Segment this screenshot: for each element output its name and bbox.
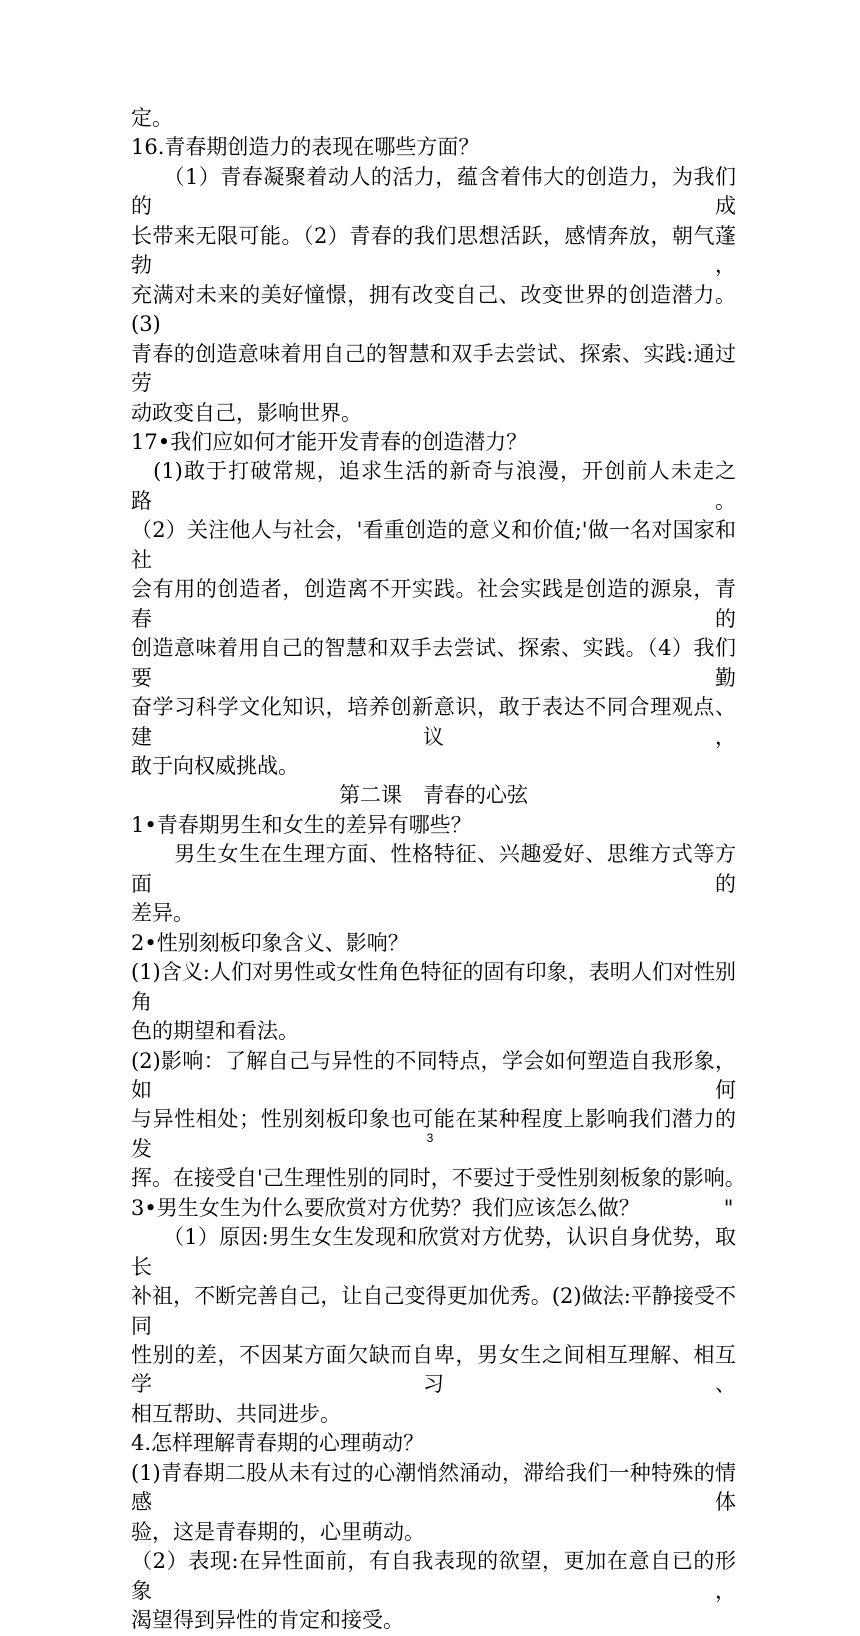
paragraph-text: 动政变自己，影响世界。 xyxy=(131,400,362,425)
paragraph-text: （2）关注他人与社会，'看重创造的意义和价值;'做一名对国家和社 xyxy=(131,518,736,572)
paragraph-text: 验，这是青春期的，心里萌动。 xyxy=(131,1519,425,1544)
lesson-title: 第二课 青春的心弦 xyxy=(339,783,528,808)
question-heading: 3•男生女生为什么要欣赏对方优势？我们应该怎么做？ " xyxy=(131,1195,734,1220)
paragraph-text: 补祖，不断完善自己，让自己变得更加优秀。(2)做法:平静接受不同 xyxy=(131,1284,736,1338)
page-number: 3 xyxy=(426,1131,434,1145)
question-heading: 2•性别刻板印象含义、影响？ xyxy=(131,930,409,955)
paragraph-text: 长带来无限可能。（2）青春的我们思想活跃，感情奔放，朝气蓬勃， xyxy=(131,223,736,278)
paragraph-text: 相互帮助、共同进步。 xyxy=(131,1401,341,1426)
paragraph-text: 充满对未来的美好憧憬，拥有改变自己、改变世界的创造潜力。(3) xyxy=(131,282,736,337)
paragraph-text: 定。 xyxy=(131,106,173,130)
paragraph-text: 敢于向权威挑战。 xyxy=(131,753,299,778)
paragraph-text: （1）原因:男生女生发现和欣赏对方优势，认识自身优势，取长 xyxy=(131,1225,736,1279)
paragraph-text: 渴望得到异性的肯定和接受。 xyxy=(131,1608,404,1633)
question-heading: 16.青春期创造力的表现在哪些方面？ xyxy=(131,135,480,160)
paragraph-text: 色的期望和看法。 xyxy=(131,1019,299,1044)
question-heading: 4.怎样理解青春期的心理萌动？ xyxy=(131,1431,425,1456)
paragraph-text: 与异性相处；性别刻板印象也可能在某种程度上影响我们潜力的发 xyxy=(131,1107,736,1161)
document-body xyxy=(131,104,746,1636)
paragraph-text: 青春的创造意味着用自己的智慧和双手去尝试、探索、实践:通过劳 xyxy=(131,341,736,396)
paragraph-text: （2）表现:在异性面前，有自我表现的欲望，更加在意自已的形象， xyxy=(131,1549,736,1603)
paragraph-text: 男生女生在生理方面、性格特征、兴趣爱好、思维方式等方面的 xyxy=(131,842,736,896)
question-heading: 17•我们应如何才能开发青春的创造潜力？ xyxy=(131,429,528,454)
paragraph-text: 性别的差，不因某方面欠缺而自卑，男女生之间相互理解、相互学习、 xyxy=(131,1343,736,1397)
paragraph-text: (1)敢于打破常规，追求生活的新奇与浪漫，开创前人未走之路。 xyxy=(131,459,736,513)
paragraph-text: 会有用的创造者，创造离不开实践。社会实践是创造的源泉，青春的 xyxy=(131,577,736,631)
paragraph-text: 差异。 xyxy=(131,901,194,926)
paragraph-text: (2)影响：了解自己与异性的不同特点，学会如何塑造自我形象，如何 xyxy=(131,1048,736,1102)
paragraph-text: （1）青春凝聚着动人的活力，蕴含着伟大的创造力，为我们的成 xyxy=(131,164,736,219)
paragraph-text: 奋学习科学文化知识，培养创新意识，敢于表达不同合理观点、建议， xyxy=(131,695,736,749)
paragraph-text: (1)青春期二股从未有过的心潮悄然涌动，滞给我们一种特殊的情感体 xyxy=(131,1460,736,1515)
paragraph-text: 创造意味着用自己的智慧和双手去尝试、探索、实践。（4）我们要勤 xyxy=(131,636,736,690)
question-heading: 1•青春期男生和女生的差异有哪些？ xyxy=(131,812,472,837)
paragraph-text: 挥。在接受自'己生理性别的同时，不要过于受性别刻板象的影响。 xyxy=(131,1166,746,1191)
paragraph-text: (1)含义:人们对男性或女性角色特征的固有印象，表明人们对性别角 xyxy=(131,960,736,1014)
